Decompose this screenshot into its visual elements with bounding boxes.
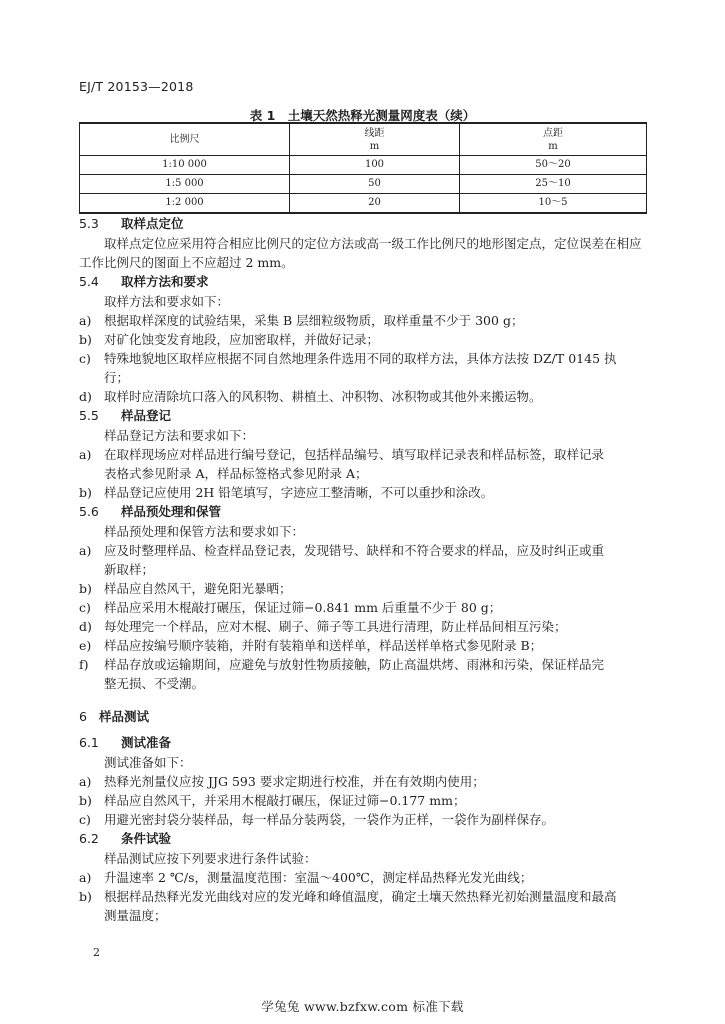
section-number: 6 bbox=[79, 709, 87, 724]
document-body bbox=[79, 214, 659, 925]
list-text: 整无损、不受潮。 bbox=[104, 676, 205, 691]
list-text: 样品应自然风干，避免阳光暴晒； bbox=[104, 581, 292, 596]
section-number: 6.2 bbox=[79, 831, 99, 846]
list-text: 行； bbox=[104, 370, 130, 385]
list-marker: a) bbox=[79, 447, 92, 462]
section-title: 样品测试 bbox=[99, 709, 150, 724]
list-item bbox=[79, 772, 659, 791]
list-marker: a) bbox=[79, 313, 92, 328]
list-text: 根据取样深度的试验结果，采集 B 层细粒级物质，取样重量不少于 300 g； bbox=[104, 313, 524, 328]
table-cell: 10～5 bbox=[460, 194, 647, 214]
list-item bbox=[79, 868, 659, 887]
list-text: 样品应自然风干，并采用木棍敲打碾压，保证过筛−0.177 mm； bbox=[104, 793, 466, 808]
list-text: 用避光密封袋分装样品，每一样品分装两袋，一袋作为正样，一袋作为副样保存。 bbox=[104, 812, 555, 827]
section-title: 样品预处理和保管 bbox=[121, 504, 222, 519]
section-title: 取样方法和要求 bbox=[121, 274, 209, 289]
list-marker: b) bbox=[79, 485, 92, 500]
table-cell: 1:5 000 bbox=[80, 175, 290, 194]
list-marker: b) bbox=[79, 793, 92, 808]
list-item bbox=[79, 311, 659, 330]
list-marker: e) bbox=[79, 638, 92, 653]
list-text: 对矿化蚀变发育地段，应加密取样，并做好记录； bbox=[104, 332, 380, 347]
section-heading-5-4 bbox=[79, 272, 659, 292]
section-intro: 样品预处理和保管方法和要求如下： bbox=[104, 524, 305, 539]
section-heading-5-5 bbox=[79, 406, 659, 426]
list-item bbox=[79, 617, 659, 636]
section-number: 5.3 bbox=[79, 216, 99, 231]
standard-code: EJ/T 20153—2018 bbox=[79, 79, 194, 94]
list-item bbox=[79, 655, 659, 674]
table-cell: 1:2 000 bbox=[80, 194, 290, 214]
site-watermark: 学兔兔 www.bzfxw.com 标准下载 bbox=[261, 999, 464, 1014]
list-text: 测量温度； bbox=[104, 908, 167, 923]
list-marker: c) bbox=[79, 351, 91, 366]
section-heading-6-1 bbox=[79, 733, 659, 753]
list-text: 样品应按编号顺序装箱，并附有装箱单和送样单，样品送样单格式参见附录 B； bbox=[104, 638, 543, 653]
list-text: 应及时整理样品、检查样品登记表，发现错号、缺样和不符合要求的样品，应及时纠正或重 bbox=[104, 543, 605, 558]
list-item bbox=[79, 541, 659, 560]
list-marker: d) bbox=[79, 619, 92, 634]
section-title: 条件试验 bbox=[121, 831, 172, 846]
list-item bbox=[79, 887, 659, 906]
list-item bbox=[79, 791, 659, 810]
page-number: 2 bbox=[93, 946, 100, 959]
list-marker: c) bbox=[79, 600, 91, 615]
list-item-continuation bbox=[79, 368, 659, 387]
list-item-continuation bbox=[79, 674, 659, 693]
table-cell: 100 bbox=[290, 156, 460, 175]
list-text: 取样时应清除坑口落入的风积物、耕植土、冲积物、冰积物或其他外来搬运物。 bbox=[104, 389, 542, 404]
list-item bbox=[79, 387, 659, 406]
list-text: 特殊地貌地区取样应根据不同自然地理条件选用不同的取样方法，具体方法按 DZ/T 0145 执 bbox=[104, 351, 617, 366]
table-cell: 20 bbox=[290, 194, 460, 214]
column-header-scale: 比例尺 bbox=[80, 123, 290, 156]
section-number: 5.5 bbox=[79, 408, 99, 423]
chapter-heading-6 bbox=[79, 707, 659, 727]
section-intro: 样品测试应按下列要求进行条件试验： bbox=[104, 851, 317, 866]
table-header-row bbox=[80, 123, 647, 156]
list-marker: a) bbox=[79, 870, 92, 885]
list-marker: a) bbox=[79, 543, 92, 558]
list-item-continuation bbox=[79, 906, 659, 925]
list-marker: f) bbox=[79, 657, 89, 672]
table-row bbox=[80, 194, 647, 214]
section-intro: 测试准备如下： bbox=[104, 755, 192, 770]
table-cell: 50 bbox=[290, 175, 460, 194]
list-item bbox=[79, 598, 659, 617]
table-cell: 1:10 000 bbox=[80, 156, 290, 175]
list-text: 每处理完一个样品，应对木棍、刷子、筛子等工具进行清理，防止样品间相互污染； bbox=[104, 619, 567, 634]
section-heading-6-2 bbox=[79, 829, 659, 849]
list-item bbox=[79, 483, 659, 502]
section-intro: 取样方法和要求如下： bbox=[104, 294, 230, 309]
list-marker: c) bbox=[79, 812, 91, 827]
list-text: 样品登记应使用 2H 铅笔填写，字迹应工整清晰，不可以重抄和涂改。 bbox=[104, 485, 494, 500]
list-item-continuation bbox=[79, 560, 659, 579]
list-marker: b) bbox=[79, 581, 92, 596]
list-text: 在取样现场应对样品进行编号登记，包括样品编号、填写取样记录表和样品标签，取样记录 bbox=[104, 447, 605, 462]
list-item bbox=[79, 349, 659, 368]
section-heading-5-6 bbox=[79, 502, 659, 522]
list-item-continuation bbox=[79, 464, 659, 483]
section-heading-5-3 bbox=[79, 214, 659, 234]
section-title: 样品登记 bbox=[121, 408, 172, 423]
sampling-grid-table bbox=[79, 122, 647, 214]
column-header-line-spacing: 线距 m bbox=[290, 123, 460, 156]
list-text: 样品应采用木棍敲打碾压，保证过筛−0.841 mm 后重量不少于 80 g； bbox=[104, 600, 502, 615]
section-title: 取样点定位 bbox=[121, 216, 184, 231]
list-item bbox=[79, 810, 659, 829]
list-text: 表格式参见附录 A，样品标签格式参见附录 A； bbox=[104, 466, 368, 481]
table-row bbox=[80, 175, 647, 194]
paragraph-line: 工作比例尺的图面上不应超过 2 mm。 bbox=[79, 255, 294, 270]
list-item bbox=[79, 445, 659, 464]
list-marker: d) bbox=[79, 389, 92, 404]
section-number: 5.6 bbox=[79, 504, 99, 519]
list-item bbox=[79, 330, 659, 349]
list-text: 升温速率 2 ℃/s，测量温度范围：室温～400℃，测定样品热释光发光曲线； bbox=[104, 870, 533, 885]
list-text: 热释光剂量仪应按 JJG 593 要求定期进行校准，并在有效期内使用； bbox=[104, 774, 485, 789]
list-text: 根据样品热释光发光曲线对应的发光峰和峰值温度，确定土壤天然热释光初始测量温度和最高 bbox=[104, 889, 617, 904]
section-title: 测试准备 bbox=[121, 735, 172, 750]
table-caption: 表 1 土壤天然热释光测量网度表（续） bbox=[249, 108, 476, 123]
table-cell: 50～20 bbox=[460, 156, 647, 175]
paragraph-line: 取样点定位应采用符合相应比例尺的定位方法或高一级工作比例尺的地形图定点，定位误差在相应 bbox=[104, 236, 642, 251]
list-text: 样品存放或运输期间，应避免与放射性物质接触，防止高温烘烤、雨淋和污染，保证样品完 bbox=[104, 657, 605, 672]
list-text: 新取样； bbox=[104, 562, 155, 577]
table-cell: 25～10 bbox=[460, 175, 647, 194]
list-marker: b) bbox=[79, 332, 92, 347]
list-item bbox=[79, 636, 659, 655]
column-header-point-spacing: 点距 m bbox=[460, 123, 647, 156]
list-item bbox=[79, 579, 659, 598]
section-number: 6.1 bbox=[79, 735, 99, 750]
table-row bbox=[80, 156, 647, 175]
list-marker: b) bbox=[79, 889, 92, 904]
section-intro: 样品登记方法和要求如下： bbox=[104, 428, 255, 443]
list-marker: a) bbox=[79, 774, 92, 789]
section-number: 5.4 bbox=[79, 274, 99, 289]
